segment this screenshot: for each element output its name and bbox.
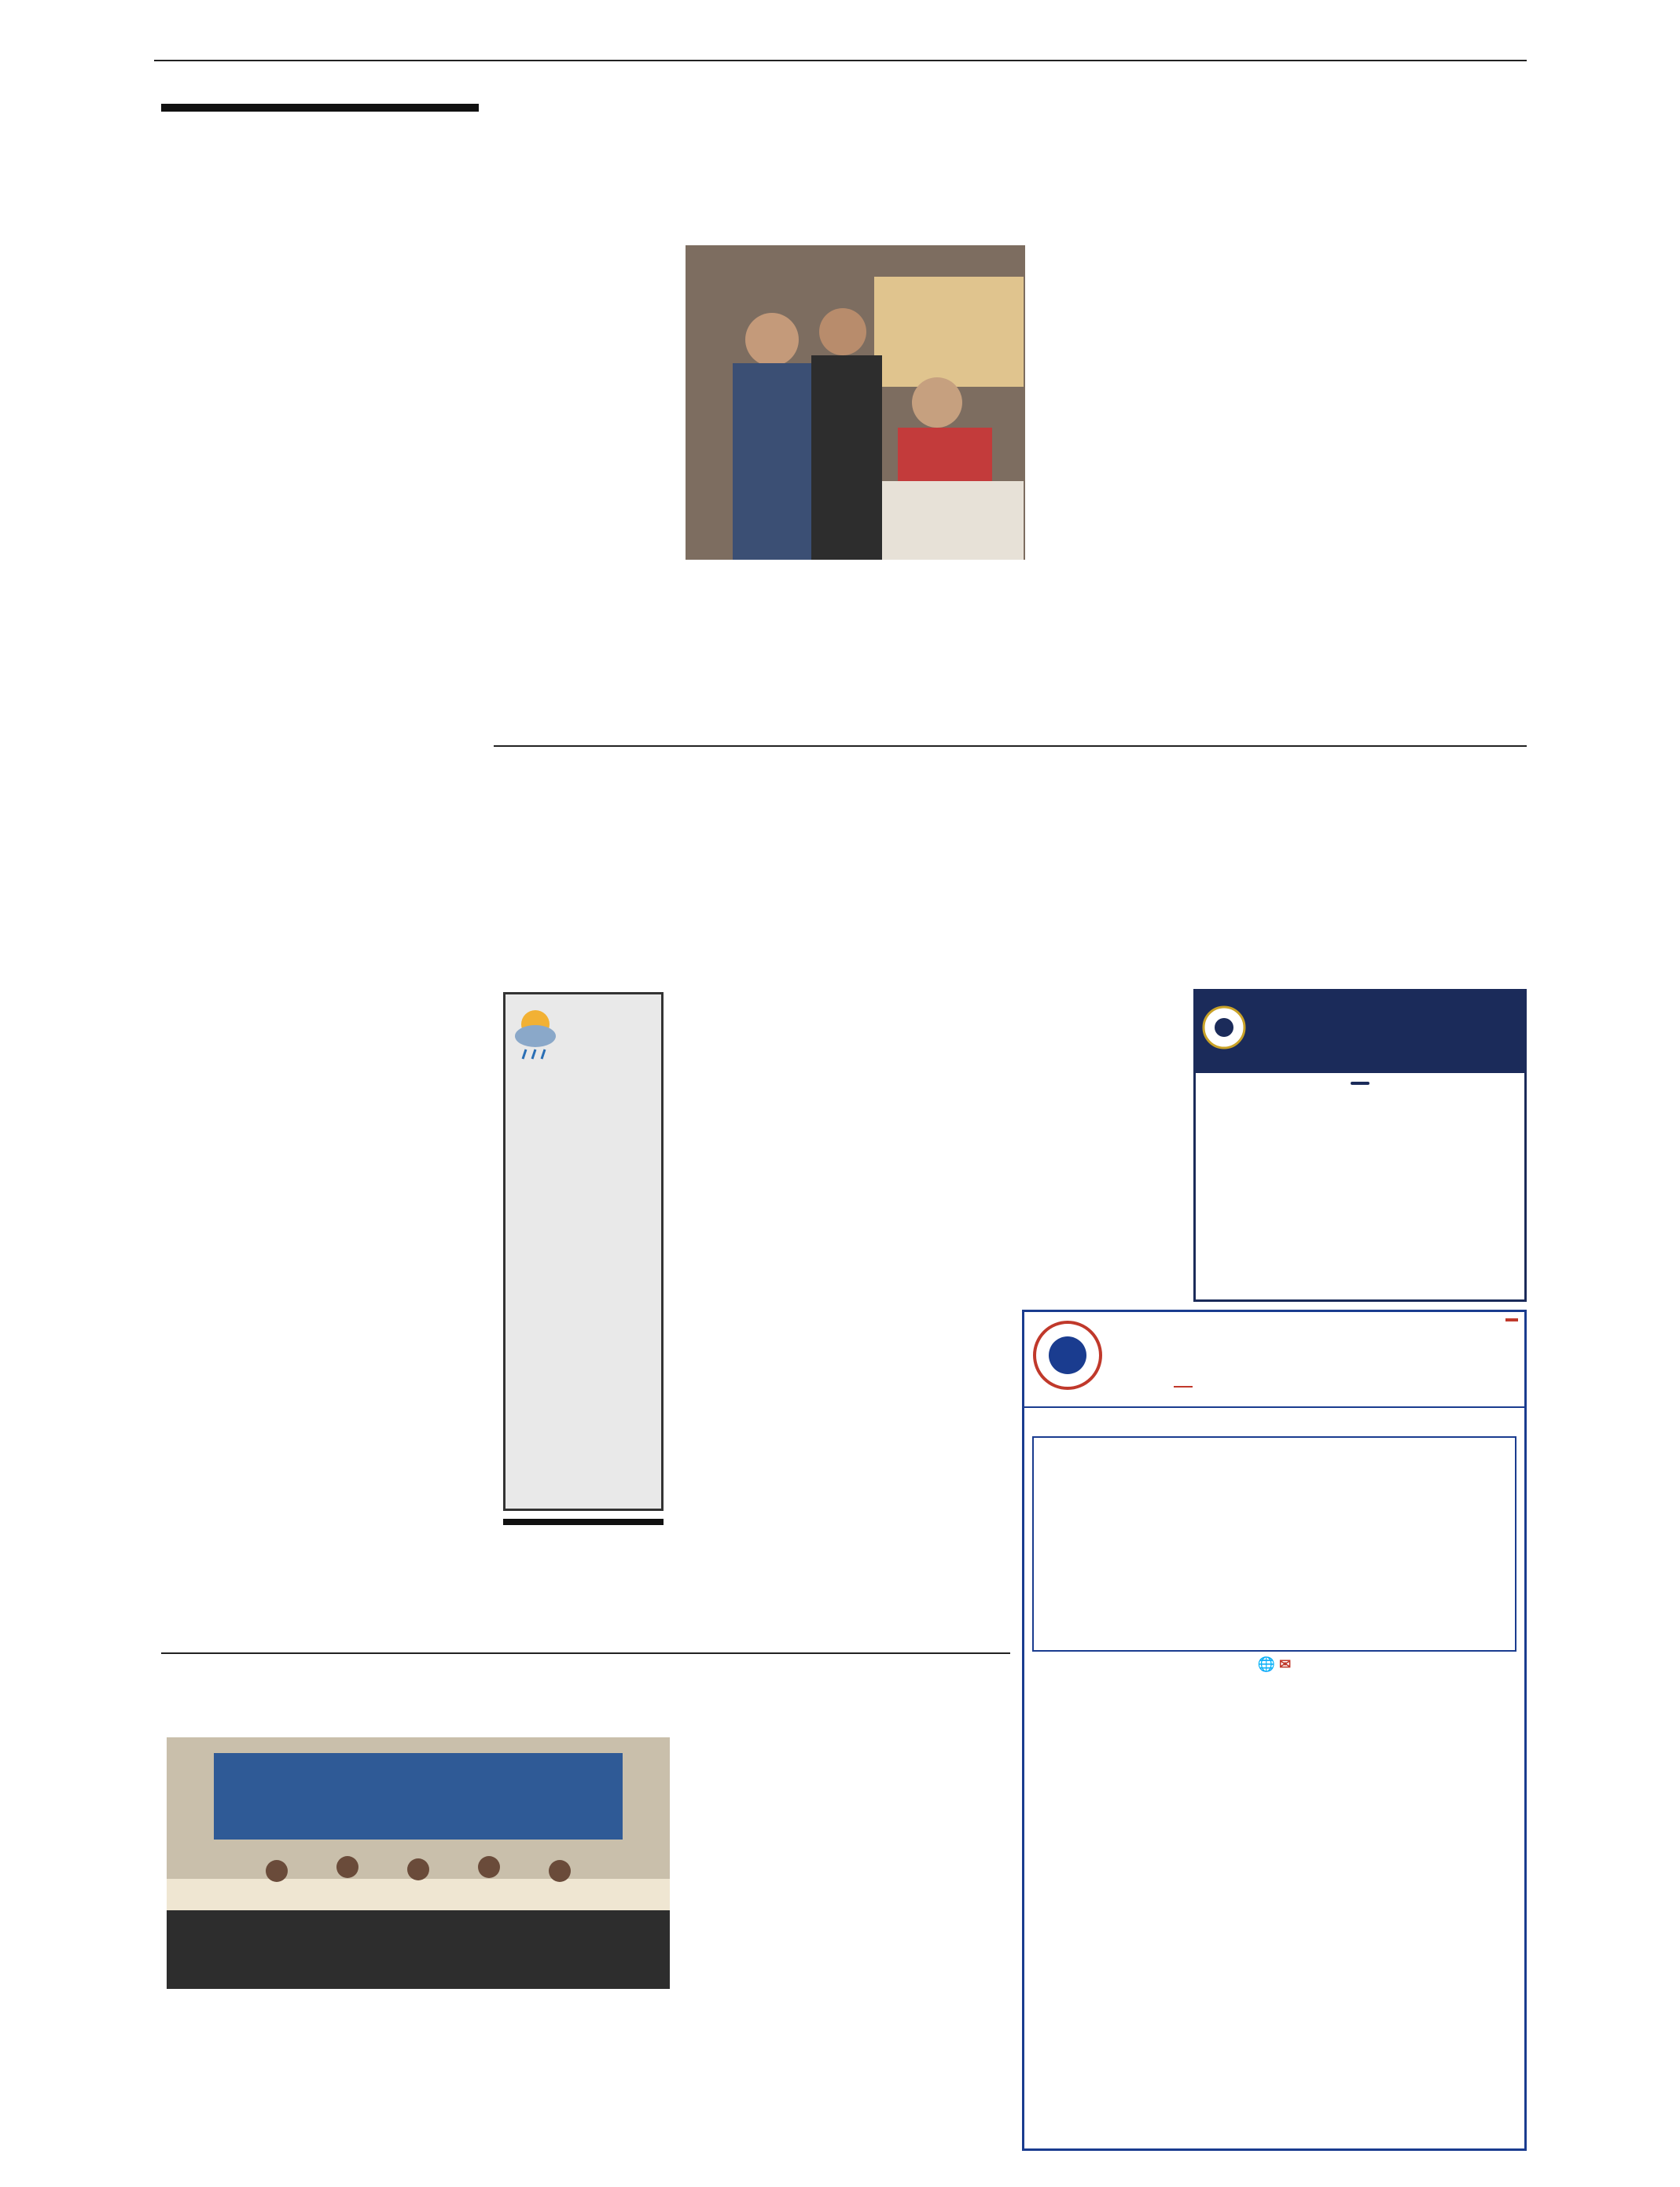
- story5-headline: [675, 1325, 1008, 1398]
- nerim-intro: [1024, 1408, 1524, 1417]
- story3-body: [494, 803, 1527, 984]
- nerim-notice: [1174, 1386, 1193, 1388]
- story4-headline: [675, 989, 1186, 1083]
- cloud-rain-icon: [512, 1001, 559, 1064]
- story1-photo-caption: [686, 564, 1025, 610]
- story1-col1: [497, 236, 676, 739]
- story2-headline: [1197, 101, 1527, 226]
- story2-col2: [1366, 236, 1527, 739]
- aei-admission: [1351, 1082, 1369, 1085]
- aei-advertisement: [1193, 989, 1527, 1302]
- recruiter-logos: [1034, 1438, 1515, 1441]
- story2-col1: [1198, 236, 1358, 739]
- story4-col2: [934, 1090, 1186, 1310]
- story6-body: [167, 1733, 1011, 2157]
- story1-col3: [858, 615, 1025, 741]
- story4-col1: [675, 1090, 926, 1310]
- aei-body: [1196, 1092, 1524, 1095]
- story1-photo: [686, 245, 1025, 560]
- story6-headline: [161, 1651, 1010, 1729]
- crime-update-column: [161, 104, 479, 1637]
- masthead: [154, 38, 1527, 61]
- story5-body: [675, 1399, 1008, 1635]
- story3-headline: [494, 751, 1527, 799]
- people-at-stall-illustration: [686, 245, 1025, 560]
- globe-icon: 🌐: [1257, 1656, 1276, 1672]
- crime-update-title: [161, 104, 479, 112]
- story1-headline: [494, 101, 1186, 226]
- mail-icon: ✉: [1279, 1656, 1292, 1672]
- nerim-logo-icon: [1032, 1320, 1103, 1391]
- weather-update-box: [503, 992, 664, 1511]
- aei-logo-icon: [1202, 1005, 1246, 1049]
- obituary-title: [503, 1519, 664, 1525]
- nerim-badge: [1505, 1318, 1518, 1321]
- nerim-advertisement: [1022, 1310, 1527, 2151]
- story1-col4: [1033, 245, 1187, 741]
- story1-col2: [686, 615, 852, 741]
- obituary-box: [503, 1519, 664, 1645]
- divider: [494, 745, 1527, 747]
